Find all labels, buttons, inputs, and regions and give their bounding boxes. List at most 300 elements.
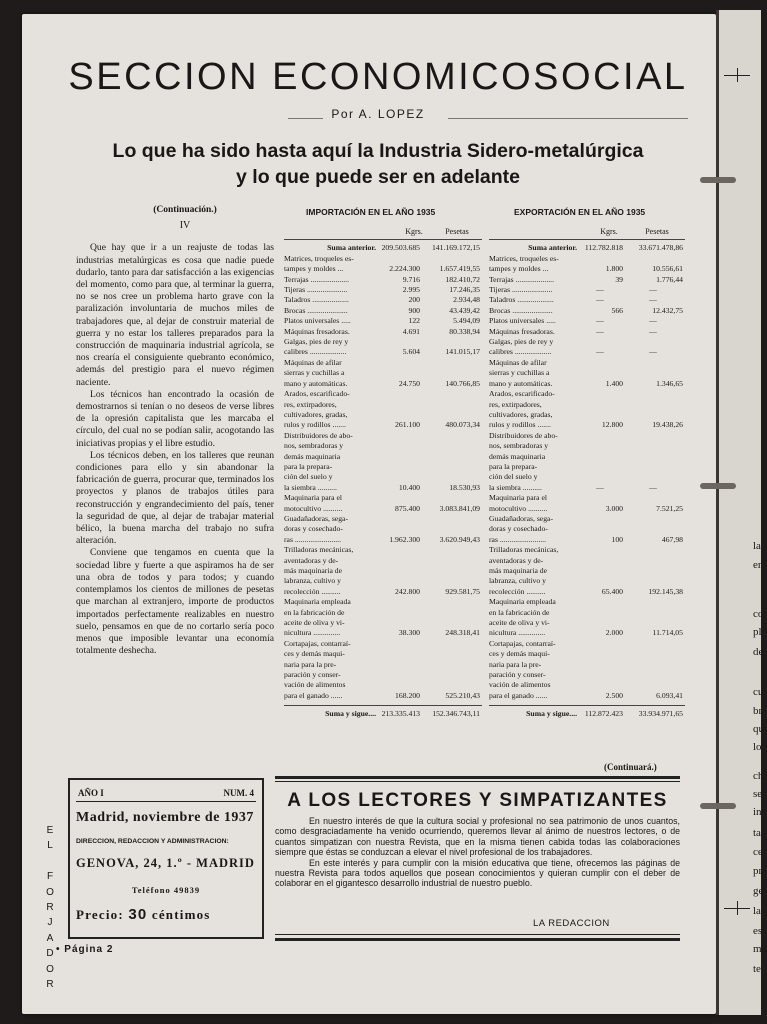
address: GENOVA, 24, 1.º - MADRID xyxy=(76,856,255,870)
export-row-kg xyxy=(577,358,623,368)
import-row-pts xyxy=(420,608,480,618)
export-row-kg xyxy=(577,556,623,566)
export-row-kg: — xyxy=(596,326,604,336)
price-value: 30 xyxy=(128,906,148,923)
export-row xyxy=(489,576,685,586)
import-row-label: Tijeras ..................... xyxy=(284,285,348,295)
export-row-pts xyxy=(623,410,683,420)
export-row xyxy=(489,504,685,514)
next-page-fragment: co xyxy=(753,608,764,620)
export-row-pts xyxy=(623,524,683,534)
export-row-label: en la fabricación de xyxy=(489,607,550,617)
export-row-kg xyxy=(577,597,623,607)
export-row-label: para la prepara- xyxy=(489,461,538,471)
export-row-pts: — xyxy=(649,347,657,357)
export-row xyxy=(489,545,685,555)
import-row-kg xyxy=(376,545,420,555)
lectores-paragraph: En nuestro interés de que la cultura social y profesional no sea patrimonio de unos cuantos, como desgraciadamente ha venido ocurriendo, queremos llevar al ánimo de nuestros lectores, o de cuantos simpatizan con nuestra Revista, que en la misma tienen cabida todas las colaboraciones siempre que éstas se conduzcan a elevar el nivel profesional de los trabajadores. xyxy=(275,816,680,858)
export-row xyxy=(489,628,685,638)
import-row xyxy=(284,493,482,503)
export-row-kg: 112.782.818 xyxy=(584,243,623,253)
import-row xyxy=(284,337,482,347)
export-row-pts: — xyxy=(649,295,657,305)
export-row xyxy=(489,275,685,285)
export-row-pts xyxy=(623,400,683,410)
import-table-rows xyxy=(284,243,482,701)
import-row xyxy=(284,400,482,410)
headline-line-2: y lo que puede ser en adelante xyxy=(236,166,520,188)
export-row-kg xyxy=(577,410,623,420)
import-row-label: motocultivo .......... xyxy=(284,503,343,513)
export-row-pts: 12.432,75 xyxy=(652,305,683,315)
export-row-label: res, extirpadores, xyxy=(489,399,542,409)
export-row xyxy=(489,379,685,389)
export-row-pts xyxy=(623,618,683,628)
export-row xyxy=(489,587,685,597)
export-total-kg: 112.872.423 xyxy=(584,709,623,719)
next-page-fragment: br xyxy=(753,705,763,717)
page-number: • Página 2 xyxy=(56,944,114,955)
binder-strip xyxy=(716,10,719,1015)
export-row-label: Maquinaria empleada xyxy=(489,597,556,607)
export-row xyxy=(489,660,685,670)
lectores-bottom-rule-thin xyxy=(275,934,680,935)
export-table-title: EXPORTACIÓN EN EL AÑO 1935 xyxy=(514,207,646,217)
export-row-kg: 39 xyxy=(615,274,623,284)
import-row-label: nos, sembradoras y xyxy=(284,441,344,451)
import-row-pts xyxy=(420,597,480,607)
import-row-pts: 5.494,09 xyxy=(453,316,480,326)
import-row-pts xyxy=(420,462,480,472)
article-headline xyxy=(58,138,698,190)
import-row-kg: 1.962.300 xyxy=(389,534,420,544)
vertical-letter: R xyxy=(46,979,54,991)
vertical-letter: D xyxy=(46,948,54,960)
export-pts-header: Pesetas xyxy=(645,227,669,236)
export-row-kg: 12.800 xyxy=(601,420,623,430)
lectores-paragraph: En este interés y para cumplir con la misión educativa que tiene, ofrecemos las páginas de nuestra Revista para todos aquellos que posean conocimientos y quieran cumplir con el deber de colaborar en el gigantesco desarrollo industrial de nuestro pueblo. xyxy=(275,857,680,889)
import-row-pts xyxy=(420,410,480,420)
price-suffix: céntimos xyxy=(151,907,211,922)
import-row-kg xyxy=(376,556,420,566)
import-row xyxy=(284,639,482,649)
headline-line-1: Lo que ha sido hasta aquí la Industria Sidero-metalúrgica xyxy=(112,140,644,162)
import-row-pts: 182.410,72 xyxy=(445,274,480,284)
export-row-pts: 7.521,25 xyxy=(656,503,683,513)
import-row-label: Maquinaria para el xyxy=(284,493,343,503)
export-row-kg: 3.000 xyxy=(605,503,623,513)
import-row xyxy=(284,483,482,493)
export-row xyxy=(489,358,685,368)
export-row-label: Trilladoras mecánicas, xyxy=(489,545,559,555)
import-row xyxy=(284,545,482,555)
import-row xyxy=(284,327,482,337)
export-row-pts xyxy=(623,472,683,482)
export-table-header xyxy=(489,227,685,240)
import-row-label: la siembra .......... xyxy=(284,482,337,492)
import-row-pts: 248.318,41 xyxy=(445,628,480,638)
import-row-kg: 2.995 xyxy=(402,285,420,295)
import-row-kg xyxy=(376,400,420,410)
import-row xyxy=(284,535,482,545)
import-row-pts xyxy=(420,514,480,524)
import-row-pts xyxy=(420,566,480,576)
import-row-label: Brocas ..................... xyxy=(284,305,348,315)
import-row-kg xyxy=(376,576,420,586)
export-row-label: Máquinas fresadoras. xyxy=(489,326,555,336)
export-row-pts xyxy=(623,556,683,566)
article-body xyxy=(76,204,274,657)
import-row-pts xyxy=(420,368,480,378)
issue-number: NUM. 4 xyxy=(223,788,254,798)
next-page-fragment: mu xyxy=(753,943,767,955)
import-row-kg: 261.100 xyxy=(395,420,420,430)
export-row-kg xyxy=(577,462,623,472)
export-row-label: rulos y rodillos ....... xyxy=(489,420,551,430)
export-row-label: Cortapajas, contarraí- xyxy=(489,638,556,648)
import-table-title: IMPORTACIÓN EN EL AÑO 1935 xyxy=(306,207,436,217)
export-row-label: Platos universales ..... xyxy=(489,316,556,326)
import-row-pts xyxy=(420,545,480,555)
export-row xyxy=(489,680,685,690)
vertical-letter: L xyxy=(47,840,53,852)
export-row-label: nicultura .............. xyxy=(489,628,546,638)
vertical-letter: R xyxy=(46,902,54,914)
export-row xyxy=(489,254,685,264)
import-row-label: para el ganado ...... xyxy=(284,690,343,700)
export-row-kg xyxy=(577,431,623,441)
import-row-pts: 1.657.419,55 xyxy=(439,264,480,274)
export-row-pts xyxy=(623,597,683,607)
next-page-fragment: qu xyxy=(753,723,764,735)
export-row-label: naria para la pre- xyxy=(489,659,542,669)
export-row-pts: 467,98 xyxy=(661,534,683,544)
import-row-pts xyxy=(420,358,480,368)
import-row xyxy=(284,441,482,451)
export-row xyxy=(489,618,685,628)
vertical-letter: F xyxy=(46,871,54,883)
import-row xyxy=(284,556,482,566)
import-row-pts xyxy=(420,639,480,649)
import-row-pts: 3.083.841,09 xyxy=(439,503,480,513)
import-row xyxy=(284,680,482,690)
import-row-kg: 200 xyxy=(408,295,420,305)
export-row-pts xyxy=(623,649,683,659)
import-row-kg xyxy=(376,358,420,368)
import-row-kg: 209.503.685 xyxy=(381,243,420,253)
crop-mark xyxy=(737,901,738,915)
export-row-label: aventadoras y de- xyxy=(489,555,544,565)
import-row-kg: 242.800 xyxy=(395,586,420,596)
import-row xyxy=(284,295,482,305)
import-total-pts: 152.346.743,11 xyxy=(432,709,480,719)
import-row xyxy=(284,410,482,420)
import-row-label: Galgas, pies de rey y xyxy=(284,337,349,347)
import-row-label: ras ........................ xyxy=(284,534,342,544)
export-row-pts xyxy=(623,566,683,576)
import-row-label: Platos universales ..... xyxy=(284,316,351,326)
export-row-pts xyxy=(623,545,683,555)
import-row-label: paración y conser- xyxy=(284,670,341,680)
export-row xyxy=(489,295,685,305)
export-row-kg xyxy=(577,389,623,399)
export-row-kg: 1.800 xyxy=(605,264,623,274)
import-row-label: Terrajas .................... xyxy=(284,274,350,284)
export-row-kg xyxy=(577,566,623,576)
export-row-kg xyxy=(577,254,623,264)
article-paragraph: Los técnicos han encontrado la ocasión de demostrarnos si tenían o no deseos de verse libres de la opresión capitalista que les marcaba el círculo, del cual no se podían salir, acogotando las iniciativas propias y el libre estudio. xyxy=(76,388,274,449)
export-row xyxy=(489,400,685,410)
section-title: SECCION ECONOMICOSOCIAL xyxy=(68,56,688,98)
export-row-label: vación de alimentos xyxy=(489,680,551,690)
export-row-kg xyxy=(577,368,623,378)
vertical-letter: J xyxy=(47,917,53,929)
import-row-label: Matrices, troqueles es- xyxy=(284,253,354,263)
import-row-pts xyxy=(420,680,480,690)
export-row xyxy=(489,556,685,566)
export-row-label: recolección .......... xyxy=(489,586,546,596)
export-row xyxy=(489,649,685,659)
export-row xyxy=(489,285,685,295)
import-row-label: demás maquinaria xyxy=(284,451,341,461)
import-row xyxy=(284,514,482,524)
import-row-label: aventadoras y de- xyxy=(284,555,339,565)
export-row-label: tampes y moldes ... xyxy=(489,264,549,274)
export-row xyxy=(489,670,685,680)
export-total-pts: 33.934.971,65 xyxy=(638,709,683,719)
export-row-pts: 33.671.478,86 xyxy=(638,243,683,253)
export-row-kg xyxy=(577,400,623,410)
export-row xyxy=(489,441,685,451)
import-row-pts xyxy=(420,670,480,680)
import-row-kg xyxy=(376,337,420,347)
import-row xyxy=(284,285,482,295)
import-row xyxy=(284,597,482,607)
export-row-kg: 1.400 xyxy=(605,378,623,388)
import-row-kg: 122 xyxy=(408,316,420,326)
import-row-label: rulos y rodillos ....... xyxy=(284,420,346,430)
signature: LA REDACCION xyxy=(533,918,610,929)
export-row-kg xyxy=(577,639,623,649)
export-row-kg: — xyxy=(596,482,604,492)
export-row xyxy=(489,243,685,253)
export-row-pts: — xyxy=(649,285,657,295)
import-row xyxy=(284,628,482,638)
export-row-kg: — xyxy=(596,316,604,326)
export-row-pts xyxy=(623,254,683,264)
lectores-top-rule xyxy=(275,776,680,779)
export-row xyxy=(489,337,685,347)
export-row-kg: 2.000 xyxy=(605,628,623,638)
export-row-label: la siembra .......... xyxy=(489,482,542,492)
import-row-label: nicultura .............. xyxy=(284,628,341,638)
import-row-label: recolección .......... xyxy=(284,586,341,596)
import-row-pts xyxy=(420,400,480,410)
export-row-pts xyxy=(623,452,683,462)
export-row-label: sierras y cuchillas a xyxy=(489,368,550,378)
export-row-kg xyxy=(577,472,623,482)
import-row-pts: 80.338,94 xyxy=(449,326,480,336)
import-row-pts: 525.210,43 xyxy=(445,690,480,700)
import-row-label: Maquinaria empleada xyxy=(284,597,351,607)
export-row-pts xyxy=(623,639,683,649)
import-row-kg xyxy=(376,368,420,378)
import-row-label: Taladros ................... xyxy=(284,295,349,305)
import-row xyxy=(284,358,482,368)
next-page-fragment: ce xyxy=(753,846,763,858)
export-row-pts xyxy=(623,608,683,618)
import-total-row xyxy=(284,705,482,719)
export-row xyxy=(489,431,685,441)
import-row-pts xyxy=(420,524,480,534)
export-row-pts xyxy=(623,389,683,399)
export-row-label: Maquinaria para el xyxy=(489,493,548,503)
export-row-label: más maquinaria de xyxy=(489,566,548,575)
export-row-label: Taladros ................... xyxy=(489,295,554,305)
export-row-pts: 6.093,41 xyxy=(656,690,683,700)
price xyxy=(76,906,211,923)
export-row-label: cultivadores, gradas, xyxy=(489,409,553,419)
import-row-label: calibres ................... xyxy=(284,347,347,357)
import-row xyxy=(284,524,482,534)
next-page-fragment: la xyxy=(753,905,761,917)
export-row-pts xyxy=(623,660,683,670)
export-row xyxy=(489,608,685,618)
next-page-fragment: in xyxy=(753,806,762,818)
export-row-kg: — xyxy=(596,347,604,357)
export-row-label: Brocas ..................... xyxy=(489,305,553,315)
import-row xyxy=(284,670,482,680)
import-row-label: res, extirpadores, xyxy=(284,399,337,409)
import-row-label: sierras y cuchillas a xyxy=(284,368,345,378)
import-row-kg xyxy=(376,254,420,264)
import-row-pts: 480.073,34 xyxy=(445,420,480,430)
import-row-label: Máquinas fresadoras. xyxy=(284,326,350,336)
import-row xyxy=(284,504,482,514)
import-row-pts xyxy=(420,576,480,586)
import-total-kg: 213.335.413 xyxy=(381,709,420,719)
crop-mark xyxy=(737,68,738,82)
export-row-kg xyxy=(577,680,623,690)
lectores-top-rule-thin xyxy=(275,781,680,782)
export-row-pts: 192.145,38 xyxy=(648,586,683,596)
export-row xyxy=(489,597,685,607)
export-row-label: motocultivo .......... xyxy=(489,503,548,513)
import-row xyxy=(284,420,482,430)
lectores-body xyxy=(275,816,680,889)
import-row-label: Distribuidores de abo- xyxy=(284,430,353,440)
export-row-label: ción del suelo y xyxy=(489,472,538,482)
import-row-kg: 2.224.300 xyxy=(389,264,420,274)
import-table-header xyxy=(284,227,482,240)
vertical-letter: E xyxy=(46,825,54,836)
export-total-label: Suma y sigue.... xyxy=(526,709,577,719)
import-total-label: Suma y sigue.... xyxy=(325,709,376,719)
import-row xyxy=(284,691,482,701)
export-row xyxy=(489,514,685,524)
export-row-pts xyxy=(623,670,683,680)
import-row-pts xyxy=(420,556,480,566)
export-row-label: demás maquinaria xyxy=(489,451,546,461)
export-total-row xyxy=(489,705,685,719)
export-row-kg: 65.400 xyxy=(601,586,623,596)
import-row-pts: 141.015,17 xyxy=(445,347,480,357)
export-row-kg: 2.500 xyxy=(605,690,623,700)
export-row xyxy=(489,368,685,378)
issue-year: AÑO I xyxy=(78,788,104,798)
next-page-fragment: ch xyxy=(753,770,764,782)
import-row-label: tampes y moldes ... xyxy=(284,264,344,274)
export-row xyxy=(489,483,685,493)
import-row-label: vación de alimentos xyxy=(284,680,346,690)
export-row-pts: 11.714,05 xyxy=(652,628,683,638)
next-page-fragment: te xyxy=(753,963,761,975)
import-row-pts xyxy=(420,452,480,462)
vertical-masthead xyxy=(44,823,56,992)
import-row-kg: 168.200 xyxy=(395,690,420,700)
export-row-kg xyxy=(577,649,623,659)
export-row-pts xyxy=(623,493,683,503)
import-row-pts xyxy=(420,441,480,451)
export-row-label: paración y conser- xyxy=(489,670,546,680)
continuation-note: (Continuará.) xyxy=(604,762,657,772)
import-row-label: para la prepara- xyxy=(284,461,333,471)
byline-rule-right xyxy=(448,118,688,119)
export-row-label: calibres ................... xyxy=(489,347,552,357)
export-row-pts: — xyxy=(649,326,657,336)
export-row-kg xyxy=(577,660,623,670)
import-row-kg xyxy=(376,524,420,534)
import-row-pts xyxy=(420,337,480,347)
export-row xyxy=(489,566,685,576)
import-row xyxy=(284,566,482,576)
vertical-letter: A xyxy=(46,932,54,944)
import-row xyxy=(284,452,482,462)
export-row-pts xyxy=(623,514,683,524)
next-page-fragment: pl xyxy=(753,626,762,638)
next-page-fragment: de xyxy=(753,646,764,658)
import-row-kg xyxy=(376,670,420,680)
import-row-kg: 900 xyxy=(408,305,420,315)
export-row-label: Distribuidores de abo- xyxy=(489,430,558,440)
export-row-kg: — xyxy=(596,295,604,305)
import-table xyxy=(284,227,482,720)
export-row-kg xyxy=(577,670,623,680)
lectores-title: A LOS LECTORES Y SIMPATIZANTES xyxy=(287,790,668,811)
export-row xyxy=(489,452,685,462)
export-row-kg xyxy=(577,524,623,534)
export-row-pts: 1.346,65 xyxy=(656,378,683,388)
import-row-pts: 141.169.172,15 xyxy=(431,243,480,253)
import-row-kg: 38.300 xyxy=(398,628,420,638)
import-row-kg xyxy=(376,410,420,420)
import-row-kg xyxy=(376,618,420,628)
direction-label: DIRECCION, REDACCION Y ADMINISTRACION: xyxy=(76,838,229,845)
import-row-pts xyxy=(420,254,480,264)
export-row-label: Arados, escarificado- xyxy=(489,389,555,399)
vertical-letter: O xyxy=(46,886,54,898)
import-row-kg xyxy=(376,660,420,670)
import-row-kg: 10.400 xyxy=(398,482,420,492)
next-page-fragment: cu xyxy=(753,686,764,698)
export-row-kg: 566 xyxy=(611,305,623,315)
export-row-pts xyxy=(623,576,683,586)
import-row-pts: 929.581,75 xyxy=(445,586,480,596)
import-row-kg xyxy=(376,597,420,607)
next-page-fragment: lo xyxy=(753,741,762,753)
import-kg-header: Kgrs. xyxy=(405,227,423,236)
binder-ring xyxy=(700,177,736,183)
